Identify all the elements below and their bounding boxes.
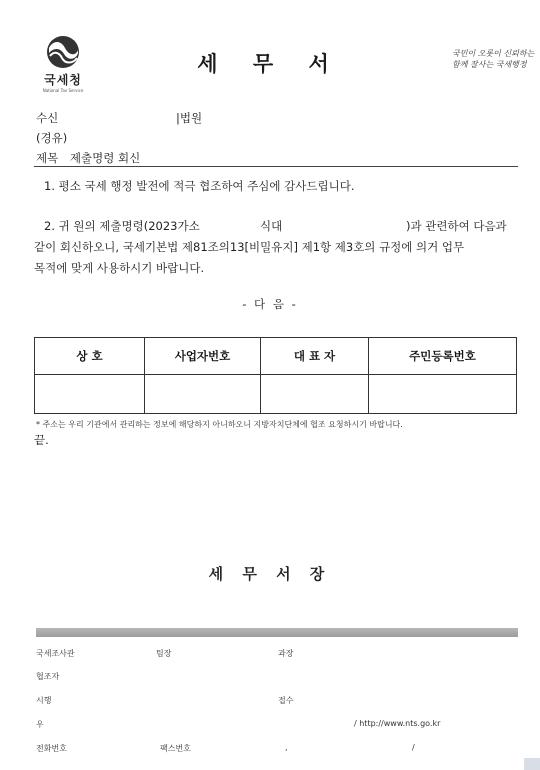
paragraph-2 [34,216,520,279]
enforcement-label: 시행 [36,696,52,705]
via-label: (경유) [36,131,68,145]
fax-label: 팩스번호 [160,744,191,753]
document-title: 세 무 서 [197,52,343,76]
header-company-name: 상 호 [35,338,145,375]
paragraph-1-text: 1. 평소 국세 행정 발전에 적극 협조하여 주심에 감사드립니다. [44,179,355,193]
business-info-table [34,337,517,414]
section-chief-label: 과장 [278,649,294,658]
page-corner-tab [524,758,540,770]
recipient-label: 수신 [36,111,59,125]
investigator-label: 국세조사관 [36,649,75,658]
cell-business-number [145,375,261,414]
section-title: - 다 음 - [242,297,298,311]
slash-separator: / [412,743,415,752]
paragraph-2-part-a: 2. 귀 원의 제출명령(2023가소 [44,219,200,233]
footnote: * 주소는 우리 기관에서 관리하는 정보에 해당하지 아니하오니 지방자치단체에 협조 요청하시기 바랍니다. [36,420,403,429]
subject-label: 제목 [36,151,59,165]
paragraph-1 [34,176,520,197]
cooperator-label: 협조자 [36,672,60,681]
end-mark: 끝. [34,433,49,447]
logo-text: 국세청 [44,73,82,87]
slogan-line-1: 국민이 오롯이 신뢰하는 [452,49,535,58]
cell-representative [261,375,369,414]
receipt-label: 접수 [278,696,294,705]
postal-label: 우 [36,720,44,729]
logo-subtext: National Tax Service [42,88,84,93]
table-row [35,375,517,414]
cell-resident-number [369,375,517,414]
subject-row [36,150,140,166]
recipient-value: |법원 [176,111,203,125]
header-resident-number: 주민등록번호 [369,338,517,375]
slogan-line-2: 함께 잘사는 국세행정 [452,60,527,69]
paragraph-2-line-3: 목적에 맞게 사용하시기 바랍니다. [34,261,205,275]
comma-separator: , [285,743,288,752]
table-header-row [35,338,517,375]
office-signature: 세 무 서 장 [208,565,332,583]
recipient-row [36,110,203,126]
website-link[interactable]: / http://www.nts.go.kr [354,719,441,728]
header-representative: 대 표 자 [261,338,369,375]
phone-label: 전화번호 [36,744,67,753]
header-business-number: 사업자번호 [145,338,261,375]
header-divider [34,166,518,167]
paragraph-2-part-c: )과 관련하여 다음과 [406,219,507,233]
slogan [452,48,535,70]
subject-value: 제출명령 회신 [69,151,141,165]
paragraph-2-part-b: 식대 [260,219,283,233]
team-lead-label: 팀장 [156,649,172,658]
paragraph-2-line-1 [34,216,520,237]
footer-bar [36,628,518,637]
cell-company-name [35,375,145,414]
paragraph-2-line-2: 같이 회신하오니, 국세기본법 제81조의13[비밀유지] 제1항 제3호의 규정에 의거 업무 [34,240,465,254]
